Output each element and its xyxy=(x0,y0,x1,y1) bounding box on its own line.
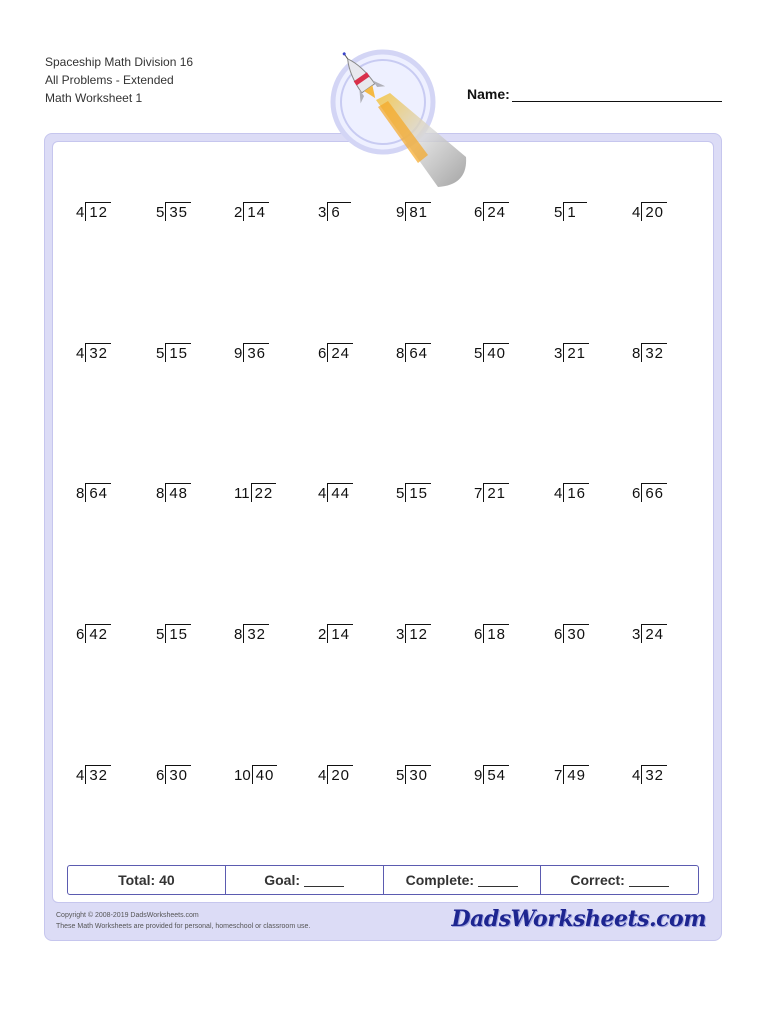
dividend: 32 xyxy=(85,343,111,362)
divisor: 8 xyxy=(156,485,165,502)
divisor: 8 xyxy=(76,485,85,502)
dividend: 18 xyxy=(483,624,509,643)
problems-area xyxy=(52,141,714,903)
dividend: 22 xyxy=(251,483,277,502)
division-problem xyxy=(396,340,431,362)
division-problem xyxy=(396,480,431,502)
divisor: 8 xyxy=(396,345,405,362)
divisor: 4 xyxy=(76,204,85,221)
divisor: 5 xyxy=(474,345,483,362)
dividend: 20 xyxy=(327,765,353,784)
dividend: 44 xyxy=(327,483,353,502)
name-line[interactable] xyxy=(512,87,722,102)
dividend: 48 xyxy=(165,483,191,502)
dividend: 14 xyxy=(243,202,269,221)
divisor: 8 xyxy=(632,345,641,362)
dividend: 42 xyxy=(85,624,111,643)
division-problem xyxy=(234,480,276,502)
divisor: 10 xyxy=(234,767,251,784)
divisor: 6 xyxy=(474,626,483,643)
goal-blank[interactable] xyxy=(304,873,344,887)
name-field xyxy=(467,86,722,102)
division-problem xyxy=(632,199,667,221)
dividend: 40 xyxy=(483,343,509,362)
divisor: 6 xyxy=(156,767,165,784)
goal-label: Goal: xyxy=(264,872,301,888)
worksheet-title: Spaceship Math Division 16 xyxy=(45,55,194,69)
dividend: 12 xyxy=(405,624,431,643)
worksheet-number: Math Worksheet 1 xyxy=(45,91,143,105)
division-problem xyxy=(554,199,587,221)
divisor: 6 xyxy=(554,626,563,643)
dividend: 15 xyxy=(165,343,191,362)
divisor: 5 xyxy=(396,767,405,784)
division-problem xyxy=(156,621,191,643)
correct-label: Correct: xyxy=(570,872,625,888)
dividend: 81 xyxy=(405,202,431,221)
score-bar xyxy=(67,865,699,895)
divisor: 6 xyxy=(474,204,483,221)
division-problem xyxy=(318,762,353,784)
division-problem xyxy=(554,340,589,362)
division-problem xyxy=(474,340,509,362)
divisor: 4 xyxy=(76,767,85,784)
divisor: 4 xyxy=(632,767,641,784)
dividend: 49 xyxy=(563,765,589,784)
footer-text xyxy=(56,910,310,932)
division-problem xyxy=(76,199,111,221)
divisor: 8 xyxy=(234,626,243,643)
division-problem xyxy=(318,340,353,362)
dividend: 15 xyxy=(405,483,431,502)
division-problem xyxy=(632,762,667,784)
division-problem xyxy=(396,762,431,784)
division-problem xyxy=(156,340,191,362)
dividend: 30 xyxy=(563,624,589,643)
division-problem xyxy=(474,199,509,221)
dividend: 35 xyxy=(165,202,191,221)
divisor: 9 xyxy=(474,767,483,784)
divisor: 9 xyxy=(234,345,243,362)
divisor: 7 xyxy=(474,485,483,502)
divisor: 5 xyxy=(156,204,165,221)
division-problem xyxy=(554,621,589,643)
divisor: 4 xyxy=(76,345,85,362)
division-problem xyxy=(632,480,667,502)
dividend: 64 xyxy=(85,483,111,502)
dividend: 24 xyxy=(483,202,509,221)
divisor: 9 xyxy=(396,204,405,221)
division-problem xyxy=(318,199,351,221)
dividend: 32 xyxy=(85,765,111,784)
complete-cell xyxy=(384,866,542,894)
dividend: 20 xyxy=(641,202,667,221)
divisor: 4 xyxy=(318,485,327,502)
divisor: 3 xyxy=(632,626,641,643)
divisor: 3 xyxy=(396,626,405,643)
total-cell xyxy=(68,866,226,894)
worksheet-header xyxy=(45,53,193,107)
dividend: 14 xyxy=(327,624,353,643)
dividend: 12 xyxy=(85,202,111,221)
division-problem xyxy=(156,199,191,221)
dividend: 66 xyxy=(641,483,667,502)
division-problem xyxy=(234,621,269,643)
division-problem xyxy=(474,621,509,643)
division-problem xyxy=(474,762,509,784)
divisor: 6 xyxy=(318,345,327,362)
division-problem xyxy=(234,340,269,362)
division-problem xyxy=(632,621,667,643)
division-problem xyxy=(234,762,277,784)
dividend: 64 xyxy=(405,343,431,362)
divisor: 11 xyxy=(234,485,250,502)
divisor: 7 xyxy=(554,767,563,784)
divisor: 2 xyxy=(318,626,327,643)
divisor: 4 xyxy=(318,767,327,784)
division-problem xyxy=(554,480,589,502)
division-problem xyxy=(76,762,111,784)
goal-cell xyxy=(226,866,384,894)
division-problem xyxy=(76,621,111,643)
divisor: 6 xyxy=(632,485,641,502)
correct-blank[interactable] xyxy=(629,873,669,887)
rocket-icon xyxy=(318,45,478,195)
brand-logo: DadsWorksheets.com xyxy=(451,906,706,932)
divisor: 5 xyxy=(156,345,165,362)
divisor: 3 xyxy=(554,345,563,362)
dividend: 36 xyxy=(243,343,269,362)
division-problem xyxy=(76,480,111,502)
division-problem xyxy=(396,199,431,221)
divisor: 3 xyxy=(318,204,327,221)
dividend: 24 xyxy=(641,624,667,643)
division-problem xyxy=(318,480,353,502)
complete-label: Complete: xyxy=(405,872,475,888)
dividend: 15 xyxy=(165,624,191,643)
worksheet-subtitle: All Problems - Extended xyxy=(45,73,174,87)
divisor: 2 xyxy=(234,204,243,221)
division-problem xyxy=(632,340,667,362)
division-problem xyxy=(396,621,431,643)
dividend: 21 xyxy=(483,483,509,502)
dividend: 32 xyxy=(243,624,269,643)
division-problem xyxy=(76,340,111,362)
division-problem xyxy=(156,480,191,502)
name-label: Name: xyxy=(467,86,510,102)
divisor: 4 xyxy=(554,485,563,502)
correct-cell xyxy=(541,866,698,894)
divisor: 4 xyxy=(632,204,641,221)
dividend: 24 xyxy=(327,343,353,362)
dividend: 21 xyxy=(563,343,589,362)
divisor: 5 xyxy=(396,485,405,502)
usage-notice: These Math Worksheets are provided for personal, homeschool or classroom use. xyxy=(56,923,311,930)
total-label: Total: 40 xyxy=(118,872,175,888)
division-problem xyxy=(234,199,269,221)
divisor: 5 xyxy=(554,204,563,221)
dividend: 1 xyxy=(563,202,587,221)
division-problem xyxy=(318,621,353,643)
division-problem xyxy=(554,762,589,784)
dividend: 40 xyxy=(252,765,278,784)
division-problem xyxy=(474,480,509,502)
dividend: 30 xyxy=(405,765,431,784)
copyright-text: Copyright © 2008-2019 DadsWorksheets.com xyxy=(56,912,199,919)
dividend: 6 xyxy=(327,202,351,221)
dividend: 54 xyxy=(483,765,509,784)
division-problem xyxy=(156,762,191,784)
dividend: 32 xyxy=(641,765,667,784)
dividend: 16 xyxy=(563,483,589,502)
complete-blank[interactable] xyxy=(478,873,518,887)
dividend: 30 xyxy=(165,765,191,784)
divisor: 6 xyxy=(76,626,85,643)
dividend: 32 xyxy=(641,343,667,362)
divisor: 5 xyxy=(156,626,165,643)
